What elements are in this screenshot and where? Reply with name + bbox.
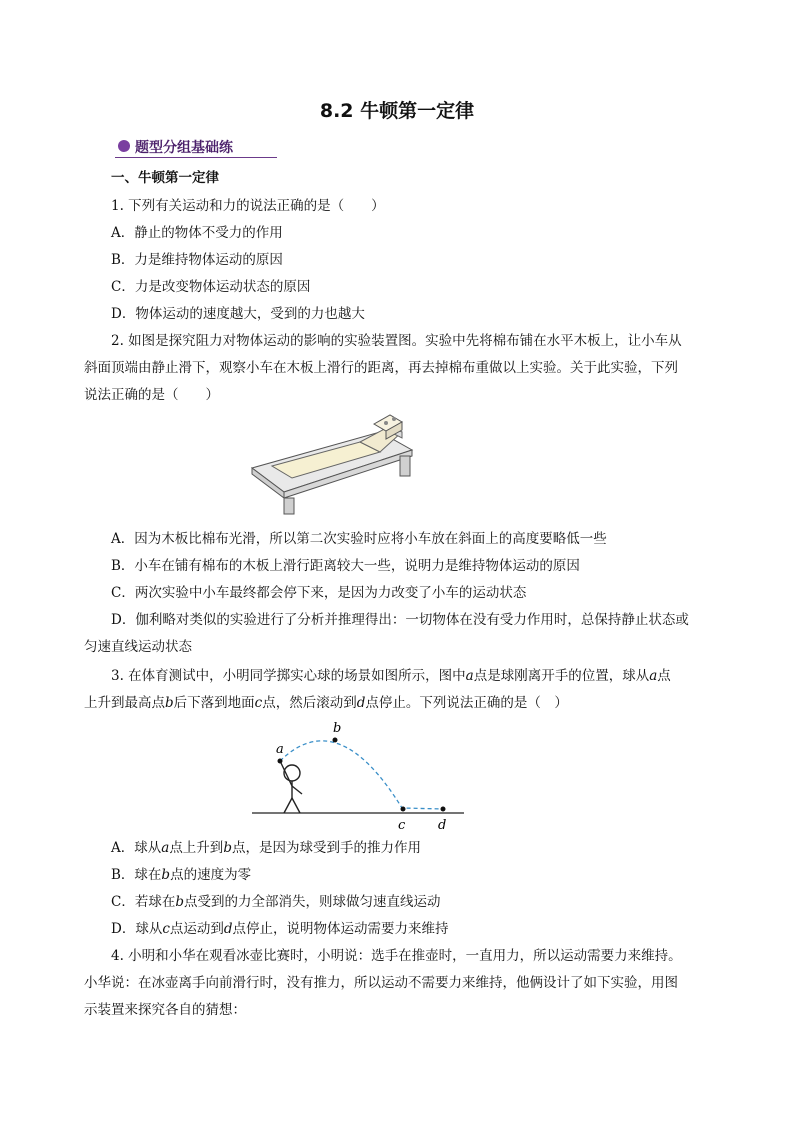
- q2-option-b: B．小车在铺有棉布的木板上滑行距离较大一些，说明力是维持物体运动的原因: [111, 558, 580, 574]
- q3-stem-line2: 上升到最高点b后下落到地面c点，然后滚动到d点停止。下列说法正确的是（ ）: [84, 695, 568, 711]
- q3-option-b: B．球在b点的速度为零: [111, 867, 252, 883]
- q1-option-d: D．物体运动的速度越大，受到的力也越大: [111, 306, 365, 322]
- q4-stem-line2: 小华说：在冰壶离手向前滑行时，没有推力，所以运动不需要力来维持，他俩设计了如下实验，用图: [84, 975, 678, 991]
- point-a-label: a: [276, 742, 284, 757]
- q2-option-d-line1: D．伽利略对类似的实验进行了分析并推理得出：一切物体在没有受力作用时，总保持静止状态或: [111, 612, 689, 628]
- section-heading: 一、牛顿第一定律: [111, 170, 219, 186]
- point-c-label: c: [398, 818, 406, 833]
- q2-option-c: C．两次实验中小车最终都会停下来，是因为力改变了小车的运动状态: [111, 585, 527, 601]
- q2-option-d-line2: 匀速直线运动状态: [84, 639, 192, 655]
- q1-option-b: B．力是维持物体运动的原因: [111, 252, 283, 268]
- q3-option-a: A．球从a点上升到b点，是因为球受到手的推力作用: [111, 840, 421, 856]
- q3-option-c: C．若球在b点受到的力全部消失，则球做匀速直线运动: [111, 894, 441, 910]
- q4-stem-line1: 4. 小明和小华在观看冰壶比赛时，小明说：选手在推壶时，一直用力，所以运动需要力来维持。: [111, 948, 682, 964]
- point-d-label: d: [438, 818, 447, 833]
- q2-option-a: A．因为木板比棉布光滑，所以第二次实验时应将小车放在斜面上的高度要略低一些: [111, 531, 607, 547]
- q1-option-c: C．力是改变物体运动状态的原因: [111, 279, 311, 295]
- q3-option-d: D．球从c点运动到d点停止，说明物体运动需要力来维持: [111, 921, 449, 937]
- q4-stem-line3: 示装置来探究各自的猜想：: [84, 1002, 246, 1018]
- q2-stem-line2: 斜面顶端由静止滑下，观察小车在木板上滑行的距离，再去掉棉布重做以上实验。关于此实验，下列: [84, 360, 678, 376]
- section-tag-label: 题型分组基础练: [135, 140, 233, 156]
- ball-throw-figure: [250, 716, 470, 836]
- q1-stem: 1. 下列有关运动和力的说法正确的是（ ）: [111, 198, 385, 214]
- section-tag: [115, 137, 277, 158]
- q2-stem-line3: 说法正确的是（ ）: [84, 387, 219, 403]
- incline-apparatus-figure: [250, 410, 415, 515]
- bullet-dot-icon: [118, 140, 130, 152]
- point-b-label: b: [333, 721, 342, 736]
- page-title: 8.2 牛顿第一定律: [319, 100, 475, 122]
- q1-option-a: A．静止的物体不受力的作用: [111, 225, 283, 241]
- q2-stem-line1: 2. 如图是探究阻力对物体运动的影响的实验装置图。实验中先将棉布铺在水平木板上，让小车从: [111, 333, 682, 349]
- q3-stem-line1: 3. 在体育测试中，小明同学掷实心球的场景如图所示，图中a点是球刚离开手的位置，球从a点: [111, 668, 671, 684]
